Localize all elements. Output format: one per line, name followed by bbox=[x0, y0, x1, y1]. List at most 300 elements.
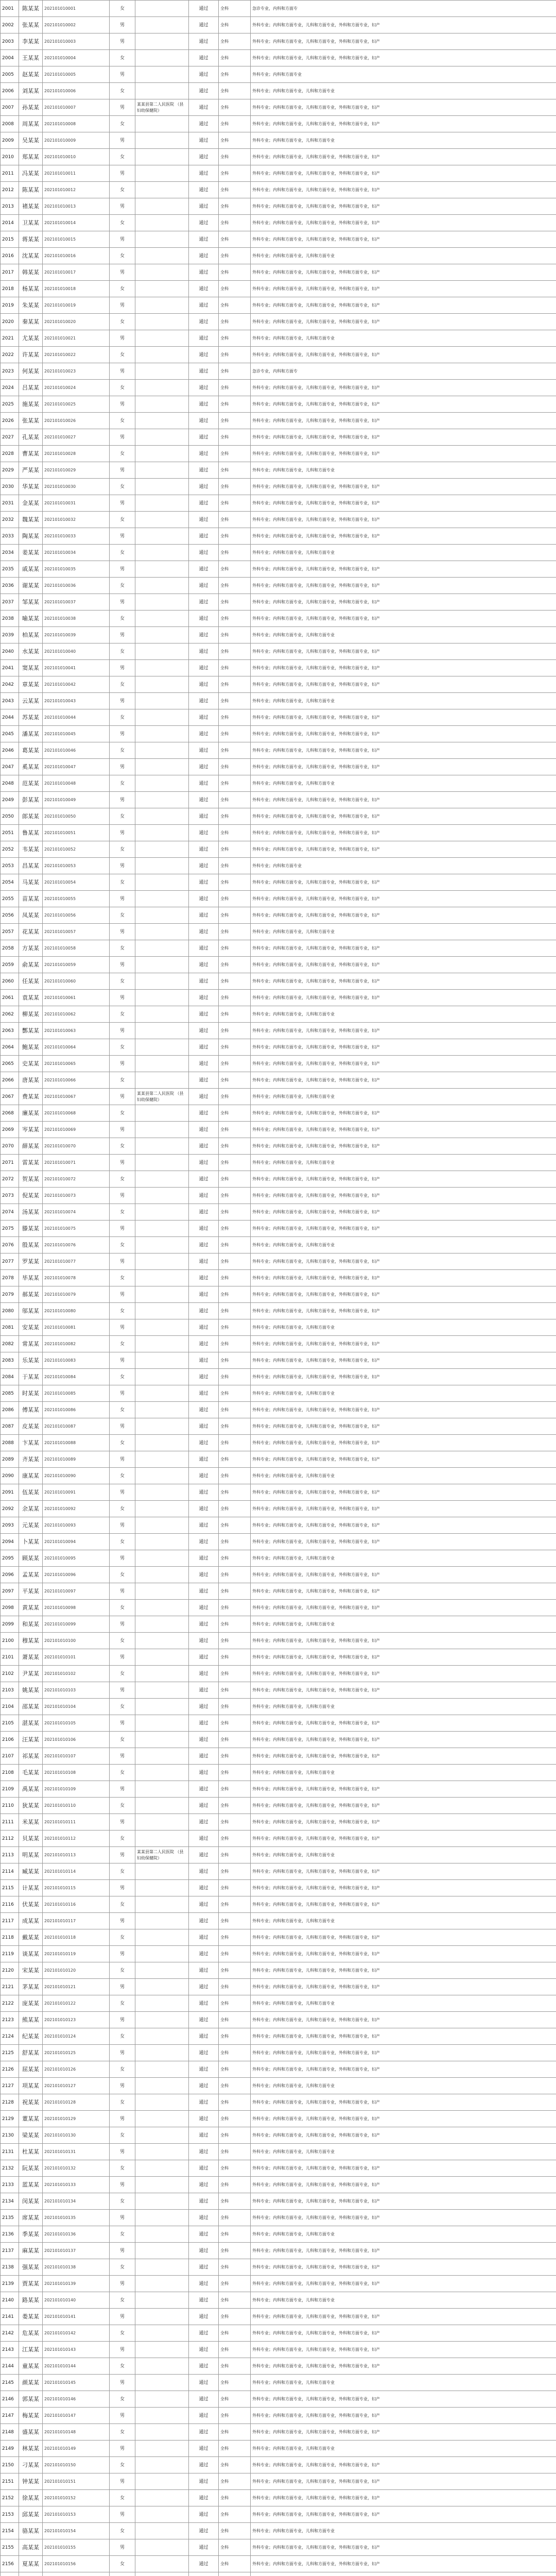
id-cell: 202101010141 bbox=[43, 2309, 110, 2325]
id-cell: 202101010136 bbox=[43, 2226, 110, 2243]
note-cell: 外科专业；内科和方面专业，儿科和方面专业，外科和方面专业，妇产 bbox=[251, 1072, 556, 1089]
status-cell: 通过 bbox=[189, 479, 219, 495]
name-cell: 屈某某 bbox=[19, 2061, 43, 2078]
id-cell: 202101010128 bbox=[43, 2094, 110, 2111]
direction-cell: 全科 bbox=[219, 231, 251, 248]
row-number: 2057 bbox=[1, 924, 19, 940]
direction-cell: 全科 bbox=[219, 248, 251, 264]
sex-cell: 女 bbox=[110, 940, 135, 957]
direction-cell: 全科 bbox=[219, 2243, 251, 2259]
row-number: 2066 bbox=[1, 1072, 19, 1089]
row-number: 2009 bbox=[1, 132, 19, 149]
sex-cell: 男 bbox=[110, 165, 135, 182]
direction-cell: 全科 bbox=[219, 1089, 251, 1105]
status-cell: 通过 bbox=[189, 1715, 219, 1732]
row-number: 2026 bbox=[1, 413, 19, 429]
table-row bbox=[1, 1781, 556, 1798]
table-row bbox=[1, 973, 556, 990]
name-cell: 危某某 bbox=[19, 2325, 43, 2342]
status-cell: 通过 bbox=[189, 1105, 219, 1122]
sex-cell: 女 bbox=[110, 808, 135, 825]
direction-cell: 全科 bbox=[219, 2441, 251, 2457]
status-cell: 通过 bbox=[189, 396, 219, 413]
id-cell: 202101010082 bbox=[43, 1336, 110, 1352]
status-cell: 通过 bbox=[189, 643, 219, 660]
name-cell: 骆某某 bbox=[19, 2523, 43, 2539]
sex-cell: 女 bbox=[110, 149, 135, 165]
sex-cell: 女 bbox=[110, 1237, 135, 1253]
org-cell bbox=[135, 1204, 189, 1221]
org-cell bbox=[135, 1105, 189, 1122]
direction-cell: 全科 bbox=[219, 1567, 251, 1583]
table-row bbox=[1, 1567, 556, 1583]
note-cell: 外科专业；内科和方面专业，儿科和方面专业 bbox=[251, 1699, 556, 1715]
table-row bbox=[1, 2358, 556, 2375]
status-cell: 通过 bbox=[189, 33, 219, 50]
name-cell: 禹某某 bbox=[19, 1781, 43, 1798]
row-number: 2081 bbox=[1, 1319, 19, 1336]
direction-cell: 全科 bbox=[219, 990, 251, 1006]
row-number: 2088 bbox=[1, 1435, 19, 1451]
id-cell: 202101010104 bbox=[43, 1699, 110, 1715]
row-number: 2154 bbox=[1, 2523, 19, 2539]
direction-cell: 全科 bbox=[219, 1699, 251, 1715]
direction-cell: 全科 bbox=[219, 1270, 251, 1286]
sex-cell: 女 bbox=[110, 709, 135, 726]
note-cell: 外科专业；内科和方面专业，儿科和方面专业 bbox=[251, 545, 556, 561]
sex-cell: 男 bbox=[110, 2276, 135, 2292]
sex-cell: 女 bbox=[110, 907, 135, 924]
note-cell: 外科专业；内科和方面专业，儿科和方面专业，外科和方面专业，妇产 bbox=[251, 1798, 556, 1814]
row-number: 2151 bbox=[1, 2473, 19, 2490]
status-cell: 通过 bbox=[189, 380, 219, 396]
row-number: 2022 bbox=[1, 347, 19, 363]
name-cell: 喻某某 bbox=[19, 611, 43, 627]
direction-cell: 全科 bbox=[219, 1732, 251, 1748]
direction-cell: 全科 bbox=[219, 858, 251, 874]
org-cell bbox=[135, 1583, 189, 1600]
id-cell: 202101010055 bbox=[43, 891, 110, 907]
sex-cell: 男 bbox=[110, 858, 135, 874]
org-cell bbox=[135, 396, 189, 413]
id-cell: 202101010147 bbox=[43, 2408, 110, 2424]
id-cell: 202101010011 bbox=[43, 165, 110, 182]
row-number: 2020 bbox=[1, 314, 19, 330]
row-number: 2063 bbox=[1, 1023, 19, 1039]
name-cell: 姚某某 bbox=[19, 1682, 43, 1699]
name-cell: 平某某 bbox=[19, 1583, 43, 1600]
id-cell: 202101010034 bbox=[43, 545, 110, 561]
row-number: 2114 bbox=[1, 1863, 19, 1880]
id-cell: 202101010007 bbox=[43, 99, 110, 116]
id-cell: 202101010097 bbox=[43, 1583, 110, 1600]
note-cell: 外科专业；内科和方面专业，儿科和方面专业，外科和方面专业，妇产 bbox=[251, 2193, 556, 2210]
direction-cell: 全科 bbox=[219, 2045, 251, 2061]
org-cell bbox=[135, 1435, 189, 1451]
name-cell: 云某某 bbox=[19, 693, 43, 709]
name-cell: 顾某某 bbox=[19, 1550, 43, 1567]
org-cell bbox=[135, 2292, 189, 2309]
note-cell: 外科专业；内科和方面专业，儿科和方面专业，外科和方面专业，妇产 bbox=[251, 1831, 556, 1847]
direction-cell: 全科 bbox=[219, 643, 251, 660]
sex-cell: 男 bbox=[110, 297, 135, 314]
row-number: 2067 bbox=[1, 1089, 19, 1105]
direction-cell: 全科 bbox=[219, 363, 251, 380]
row-number: 2055 bbox=[1, 891, 19, 907]
sex-cell: 女 bbox=[110, 1863, 135, 1880]
note-cell: 外科专业；内科和方面专业，儿科和方面专业，外科和方面专业，妇产 bbox=[251, 1253, 556, 1270]
status-cell: 通过 bbox=[189, 2028, 219, 2045]
note-cell: 外科专业；内科和方面专业，儿科和方面专业，外科和方面专业，妇产 bbox=[251, 2309, 556, 2325]
direction-cell: 全科 bbox=[219, 1303, 251, 1319]
table-row bbox=[1, 2226, 556, 2243]
note-cell: 外科专业；内科和方面专业，儿科和方面专业，外科和方面专业，妇产 bbox=[251, 1188, 556, 1204]
table-row bbox=[1, 429, 556, 446]
note-cell: 外科专业；内科和方面专业，儿科和方面专业，外科和方面专业，妇产 bbox=[251, 940, 556, 957]
note-cell: 外科专业；内科和方面专业，儿科和方面专业，外科和方面专业，妇产 bbox=[251, 495, 556, 512]
id-cell: 202101010132 bbox=[43, 2160, 110, 2177]
org-cell bbox=[135, 1237, 189, 1253]
direction-cell: 全科 bbox=[219, 627, 251, 643]
row-number bbox=[1, 2572, 19, 2576]
table-row bbox=[1, 2061, 556, 2078]
org-cell bbox=[135, 1781, 189, 1798]
org-cell: 某某县第二人民医院 （县妇幼保健院） bbox=[135, 99, 189, 116]
status-cell: 通过 bbox=[189, 2539, 219, 2556]
org-cell bbox=[135, 611, 189, 627]
table-row bbox=[1, 2177, 556, 2193]
direction-cell: 全科 bbox=[219, 446, 251, 462]
name-cell: 冯某某 bbox=[19, 165, 43, 182]
id-cell: 202101010108 bbox=[43, 1765, 110, 1781]
row-number: 2126 bbox=[1, 2061, 19, 2078]
table-row bbox=[1, 611, 556, 627]
direction-cell: 全科 bbox=[219, 775, 251, 792]
direction-cell: 全科 bbox=[219, 264, 251, 281]
id-cell: 202101010044 bbox=[43, 709, 110, 726]
direction-cell bbox=[219, 2572, 251, 2576]
table-row bbox=[1, 660, 556, 676]
name-cell: 薛某某 bbox=[19, 1138, 43, 1155]
name-cell: 黄某某 bbox=[19, 1600, 43, 1616]
id-cell: 202101010015 bbox=[43, 231, 110, 248]
note-cell: 外科专业；内科和方面专业，儿科和方面专业，外科和方面专业，妇产 bbox=[251, 2111, 556, 2127]
row-number: 2073 bbox=[1, 1188, 19, 1204]
org-cell bbox=[135, 2028, 189, 2045]
direction-cell: 全科 bbox=[219, 1880, 251, 1896]
table-row bbox=[1, 2309, 556, 2325]
org-cell bbox=[135, 957, 189, 973]
name-cell: 萧某某 bbox=[19, 1649, 43, 1666]
note-cell: 外科专业；内科和方面专业，儿科和方面专业，外科和方面专业，妇产 bbox=[251, 1171, 556, 1188]
status-cell: 通过 bbox=[189, 50, 219, 66]
sex-cell: 男 bbox=[110, 1089, 135, 1105]
sex-cell: 女 bbox=[110, 1995, 135, 2012]
sex-cell: 男 bbox=[110, 429, 135, 446]
row-number: 2146 bbox=[1, 2391, 19, 2408]
org-cell bbox=[135, 83, 189, 99]
name-cell: 奚某某 bbox=[19, 759, 43, 775]
direction-cell: 全科 bbox=[219, 2408, 251, 2424]
id-cell: 202101010114 bbox=[43, 1863, 110, 1880]
table-row bbox=[1, 33, 556, 50]
status-cell: 通过 bbox=[189, 116, 219, 132]
org-cell bbox=[135, 2061, 189, 2078]
note-cell: 外科专业；内科和方面专业，儿科和方面专业，外科和方面专业，妇产 bbox=[251, 578, 556, 594]
table-row bbox=[1, 1946, 556, 1962]
direction-cell: 全科 bbox=[219, 1501, 251, 1517]
note-cell: 外科专业；内科和方面专业，儿科和方面专业，外科和方面专业，妇产 bbox=[251, 1715, 556, 1732]
id-cell: 202101010093 bbox=[43, 1517, 110, 1534]
table-row bbox=[1, 1517, 556, 1534]
row-number: 2071 bbox=[1, 1155, 19, 1171]
note-cell: 外科专业；内科和方面专业，儿科和方面专业，外科和方面专业，妇产 bbox=[251, 1583, 556, 1600]
status-cell: 通过 bbox=[189, 1204, 219, 1221]
status-cell: 通过 bbox=[189, 1188, 219, 1204]
table-row bbox=[1, 2193, 556, 2210]
direction-cell: 全科 bbox=[219, 495, 251, 512]
sex-cell: 女 bbox=[110, 2358, 135, 2375]
note-cell: 外科专业；内科和方面专业，儿科和方面专业，外科和方面专业，妇产 bbox=[251, 825, 556, 841]
id-cell: 202101010018 bbox=[43, 281, 110, 297]
name-cell: 席某某 bbox=[19, 2210, 43, 2226]
org-cell bbox=[135, 808, 189, 825]
row-number: 2105 bbox=[1, 1715, 19, 1732]
sex-cell: 男 bbox=[110, 2539, 135, 2556]
direction-cell: 全科 bbox=[219, 165, 251, 182]
note-cell: 外科专业；内科和方面专业，儿科和方面专业，外科和方面专业，妇产 bbox=[251, 2457, 556, 2473]
direction-cell: 全科 bbox=[219, 1715, 251, 1732]
sex-cell: 女 bbox=[110, 1, 135, 17]
name-cell: 凤某某 bbox=[19, 907, 43, 924]
sex-cell: 女 bbox=[110, 578, 135, 594]
id-cell: 202101010088 bbox=[43, 1435, 110, 1451]
org-cell bbox=[135, 2111, 189, 2127]
sex-cell: 女 bbox=[110, 1369, 135, 1385]
direction-cell: 全科 bbox=[219, 528, 251, 545]
row-number: 2109 bbox=[1, 1781, 19, 1798]
note-cell: 外科专业；内科和方面专业，儿科和方面专业，外科和方面专业，妇产 bbox=[251, 1649, 556, 1666]
id-cell: 202101010113 bbox=[43, 1847, 110, 1863]
org-cell bbox=[135, 1402, 189, 1418]
row-number: 2025 bbox=[1, 396, 19, 413]
table-row bbox=[1, 841, 556, 858]
row-number: 2153 bbox=[1, 2506, 19, 2523]
row-number: 2133 bbox=[1, 2177, 19, 2193]
status-cell: 通过 bbox=[189, 2144, 219, 2160]
id-cell: 202101010074 bbox=[43, 1204, 110, 1221]
org-cell bbox=[135, 2094, 189, 2111]
name-cell: 水某某 bbox=[19, 643, 43, 660]
note-cell: 外科专业；内科和方面专业，儿科和方面专业 bbox=[251, 83, 556, 99]
id-cell: 202101010080 bbox=[43, 1303, 110, 1319]
status-cell: 通过 bbox=[189, 1089, 219, 1105]
note-cell: 外科专业；内科和方面专业，儿科和方面专业 bbox=[251, 1550, 556, 1567]
status-cell: 通过 bbox=[189, 1435, 219, 1451]
id-cell: 202101010095 bbox=[43, 1550, 110, 1567]
status-cell: 通过 bbox=[189, 17, 219, 33]
table-row bbox=[1, 1006, 556, 1023]
note-cell: 外科专业；内科和方面专业，儿科和方面专业，外科和方面专业，妇产 bbox=[251, 347, 556, 363]
org-cell bbox=[135, 363, 189, 380]
row-number: 2097 bbox=[1, 1583, 19, 1600]
table-row bbox=[1, 775, 556, 792]
note-cell: 外科专业；内科和方面专业，儿科和方面专业 bbox=[251, 2078, 556, 2094]
direction-cell: 全科 bbox=[219, 380, 251, 396]
name-cell: 严某某 bbox=[19, 462, 43, 479]
sex-cell: 男 bbox=[110, 1352, 135, 1369]
id-cell: 202101010121 bbox=[43, 1979, 110, 1995]
org-cell bbox=[135, 1962, 189, 1979]
org-cell bbox=[135, 1517, 189, 1534]
sex-cell: 男 bbox=[110, 1583, 135, 1600]
status-cell: 通过 bbox=[189, 1451, 219, 1468]
id-cell: 202101010003 bbox=[43, 33, 110, 50]
row-number: 2021 bbox=[1, 330, 19, 347]
org-cell bbox=[135, 479, 189, 495]
table-row bbox=[1, 330, 556, 347]
direction-cell: 全科 bbox=[219, 874, 251, 891]
row-number: 2039 bbox=[1, 627, 19, 643]
org-cell bbox=[135, 281, 189, 297]
direction-cell: 全科 bbox=[219, 132, 251, 149]
org-cell bbox=[135, 1995, 189, 2012]
note-cell: 外科专业；内科和方面专业，儿科和方面专业，外科和方面专业，妇产 bbox=[251, 1336, 556, 1352]
sex-cell: 男 bbox=[110, 1418, 135, 1435]
status-cell: 通过 bbox=[189, 2309, 219, 2325]
row-number: 2050 bbox=[1, 808, 19, 825]
status-cell: 通过 bbox=[189, 2490, 219, 2506]
status-cell: 通过 bbox=[189, 2391, 219, 2408]
direction-cell: 全科 bbox=[219, 1995, 251, 2012]
name-cell: 童某某 bbox=[19, 2358, 43, 2375]
direction-cell: 全科 bbox=[219, 1517, 251, 1534]
table-row bbox=[1, 215, 556, 231]
status-cell: 通过 bbox=[189, 1583, 219, 1600]
status-cell: 通过 bbox=[189, 1962, 219, 1979]
id-cell: 202101010016 bbox=[43, 248, 110, 264]
note-cell: 外科专业；内科和方面专业，儿科和方面专业，外科和方面专业，妇产 bbox=[251, 380, 556, 396]
id-cell: 202101010048 bbox=[43, 775, 110, 792]
direction-cell: 全科 bbox=[219, 281, 251, 297]
id-cell: 202101010038 bbox=[43, 611, 110, 627]
row-number: 2143 bbox=[1, 2342, 19, 2358]
table-row bbox=[1, 825, 556, 841]
name-cell: 傅某某 bbox=[19, 1402, 43, 1418]
org-cell bbox=[135, 116, 189, 132]
note-cell: 外科专业；内科和方面专业，儿科和方面专业，外科和方面专业，妇产 bbox=[251, 215, 556, 231]
row-number: 2093 bbox=[1, 1517, 19, 1534]
note-cell: 外科专业；内科和方面专业，儿科和方面专业，外科和方面专业，妇产 bbox=[251, 1946, 556, 1962]
org-cell bbox=[135, 1501, 189, 1517]
direction-cell: 全科 bbox=[219, 347, 251, 363]
sex-cell: 女 bbox=[110, 1468, 135, 1484]
id-cell: 202101010126 bbox=[43, 2061, 110, 2078]
status-cell: 通过 bbox=[189, 1286, 219, 1303]
status-cell: 通过 bbox=[189, 264, 219, 281]
org-cell bbox=[135, 2539, 189, 2556]
org-cell bbox=[135, 413, 189, 429]
note-cell: 外科专业；内科和方面专业，儿科和方面专业，外科和方面专业，妇产 bbox=[251, 1418, 556, 1435]
sex-cell: 男 bbox=[110, 1814, 135, 1831]
status-cell: 通过 bbox=[189, 1023, 219, 1039]
org-cell bbox=[135, 2457, 189, 2473]
name-cell: 路某某 bbox=[19, 2292, 43, 2309]
name-cell: 谢某某 bbox=[19, 578, 43, 594]
name-cell: 郎某某 bbox=[19, 808, 43, 825]
org-cell bbox=[135, 2375, 189, 2391]
status-cell: 通过 bbox=[189, 99, 219, 116]
org-cell bbox=[135, 2506, 189, 2523]
name-cell: 卜某某 bbox=[19, 1534, 43, 1550]
status-cell: 通过 bbox=[189, 2457, 219, 2473]
name-cell: 秦某某 bbox=[19, 314, 43, 330]
sex-cell: 女 bbox=[110, 1534, 135, 1550]
row-number: 2038 bbox=[1, 611, 19, 627]
sex-cell: 男 bbox=[110, 1649, 135, 1666]
sex-cell: 女 bbox=[110, 2226, 135, 2243]
row-number: 2029 bbox=[1, 462, 19, 479]
row-number: 2053 bbox=[1, 858, 19, 874]
sex-cell: 男 bbox=[110, 1979, 135, 1995]
name-cell: 徐某某 bbox=[19, 2490, 43, 2506]
note-cell: 外科专业；内科和方面专业，儿科和方面专业，外科和方面专业，妇产 bbox=[251, 2358, 556, 2375]
id-cell: 202101010086 bbox=[43, 1402, 110, 1418]
note-cell: 外科专业；内科和方面专业，儿科和方面专业，外科和方面专业，妇产 bbox=[251, 1023, 556, 1039]
table-row bbox=[1, 446, 556, 462]
table-row bbox=[1, 1385, 556, 1402]
note-cell: 外科专业；内科和方面专业，儿科和方面专业，外科和方面专业，妇产 bbox=[251, 1451, 556, 1468]
direction-cell: 全科 bbox=[219, 1863, 251, 1880]
row-number: 2017 bbox=[1, 264, 19, 281]
table-row bbox=[1, 1962, 556, 1979]
table-row bbox=[1, 2391, 556, 2408]
row-number: 2130 bbox=[1, 2127, 19, 2144]
note-cell: 外科专业；内科和方面专业，儿科和方面专业，外科和方面专业，妇产 bbox=[251, 231, 556, 248]
table-row bbox=[1, 1089, 556, 1105]
note-cell: 外科专业；内科和方面专业，儿科和方面专业，外科和方面专业，妇产 bbox=[251, 2045, 556, 2061]
table-row bbox=[1, 1336, 556, 1352]
name-cell: 宋某某 bbox=[19, 1962, 43, 1979]
status-cell: 通过 bbox=[189, 1468, 219, 1484]
note-cell: 外科专业；内科和方面专业，儿科和方面专业，外科和方面专业，妇产 bbox=[251, 2342, 556, 2358]
org-cell bbox=[135, 2045, 189, 2061]
id-cell: 202101010020 bbox=[43, 314, 110, 330]
org-cell bbox=[135, 2473, 189, 2490]
org-cell bbox=[135, 1468, 189, 1484]
table-row bbox=[1, 1600, 556, 1616]
direction-cell: 全科 bbox=[219, 17, 251, 33]
direction-cell: 全科 bbox=[219, 2276, 251, 2292]
direction-cell: 全科 bbox=[219, 1814, 251, 1831]
name-cell: 颜某某 bbox=[19, 2375, 43, 2391]
sex-cell: 男 bbox=[110, 1451, 135, 1468]
direction-cell: 全科 bbox=[219, 297, 251, 314]
row-number: 2121 bbox=[1, 1979, 19, 1995]
status-cell: 通过 bbox=[189, 446, 219, 462]
id-cell: 202101010014 bbox=[43, 215, 110, 231]
note-cell: 外科专业；内科和方面专业，儿科和方面专业，外科和方面专业，妇产 bbox=[251, 1484, 556, 1501]
direction-cell: 全科 bbox=[219, 215, 251, 231]
direction-cell: 全科 bbox=[219, 973, 251, 990]
id-cell: 202101010046 bbox=[43, 742, 110, 759]
org-cell bbox=[135, 1929, 189, 1946]
row-number: 2089 bbox=[1, 1451, 19, 1468]
table-row bbox=[1, 1171, 556, 1188]
direction-cell: 全科 bbox=[219, 1929, 251, 1946]
row-number: 2018 bbox=[1, 281, 19, 297]
note-cell: 外科专业；内科和方面专业，儿科和方面专业，外科和方面专业，妇产 bbox=[251, 413, 556, 429]
